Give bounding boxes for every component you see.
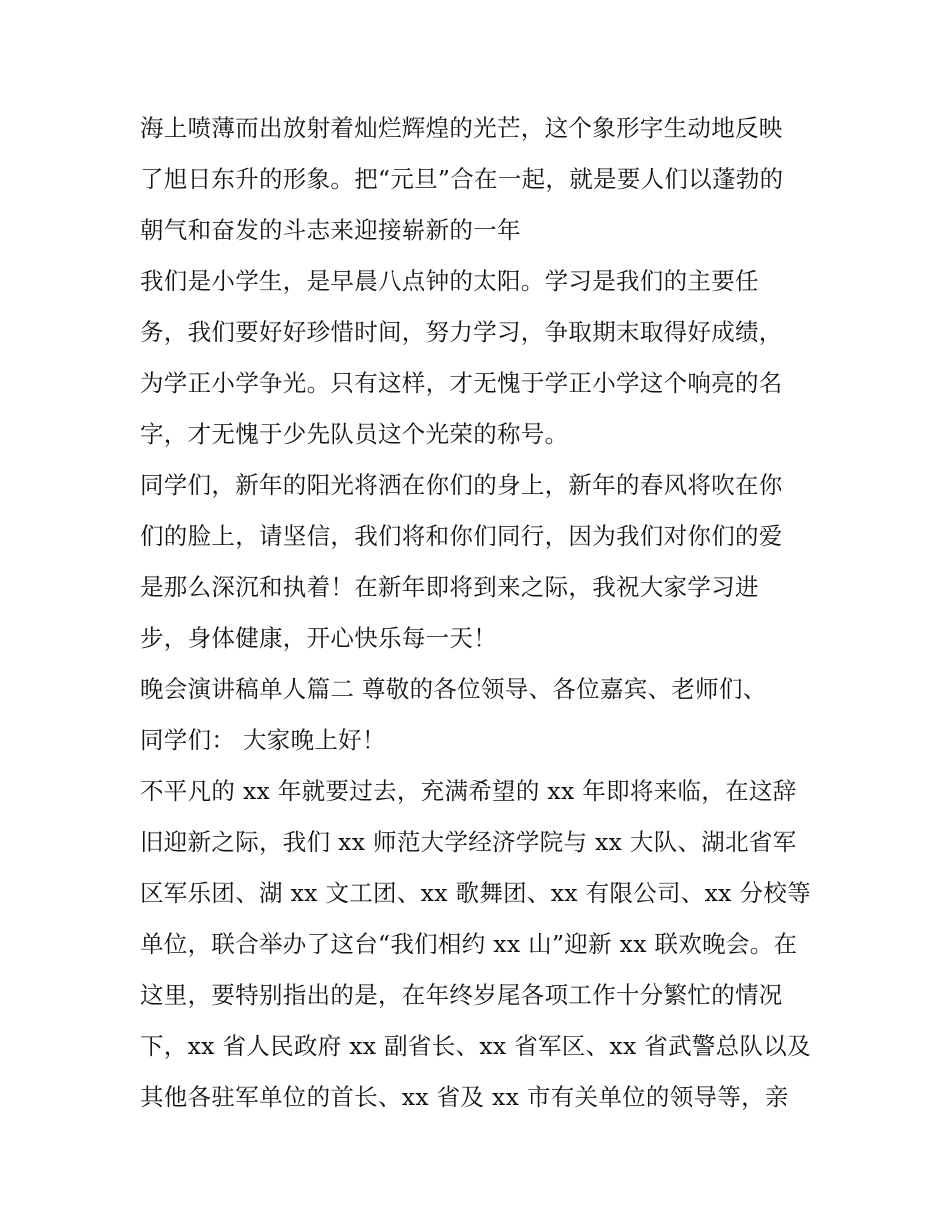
text-line: 下，xx 省人民政府 xx 副省长、xx 省军区、xx 省武警总队以及 bbox=[140, 1032, 811, 1060]
text-line: 海上喷薄而出放射着灿烂辉煌的光芒，这个象形字生动地反映 bbox=[140, 114, 783, 142]
text-line: 这里，要特别指出的是，在年终岁尾各项工作十分繁忙的情况 bbox=[140, 981, 783, 1009]
text-line: 其他各驻军单位的首长、xx 省及 xx 市有关单位的领导等，亲 bbox=[140, 1083, 789, 1111]
text-line: 我们是小学生，是早晨八点钟的太阳。学习是我们的主要任 bbox=[140, 267, 759, 295]
text-line: 朝气和奋发的斗志来迎接崭新的一年 bbox=[140, 216, 521, 244]
text-line: 区军乐团、湖 xx 文工团、xx 歌舞团、xx 有限公司、xx 分校等 bbox=[140, 879, 811, 907]
text-line: 单位，联合举办了这台“我们相约 xx 山”迎新 xx 联欢晚会。在 bbox=[140, 930, 798, 958]
text-line: 步，身体健康，开心快乐每一天！ bbox=[140, 624, 497, 652]
text-line: 务，我们要好好珍惜时间，努力学习，争取期末取得好成绩， bbox=[140, 318, 783, 346]
text-line: 了旭日东升的形象。把“元旦”合在一起，就是要人们以蓬勃的 bbox=[140, 165, 784, 193]
text-line: 同学们，新年的阳光将洒在你们的身上，新年的春风将吹在你 bbox=[140, 471, 783, 499]
text-line: 晚会演讲稿单人篇二 尊敬的各位领导、各位嘉宾、老师们、 bbox=[140, 675, 767, 703]
text-line: 是那么深沉和执着！在新年即将到来之际，我祝大家学习进 bbox=[140, 573, 759, 601]
text-line: 不平凡的 xx 年就要过去，充满希望的 xx 年即将来临，在这辞 bbox=[140, 777, 797, 805]
text-line: 们的脸上，请坚信，我们将和你们同行，因为我们对你们的爱 bbox=[140, 522, 783, 550]
text-line: 同学们： 大家晚上好！ bbox=[140, 726, 386, 754]
document-body bbox=[140, 103, 820, 1123]
text-line: 字，才无愧于少先队员这个光荣的称号。 bbox=[140, 420, 569, 448]
text-line: 旧迎新之际，我们 xx 师范大学经济学院与 xx 大队、湖北省军 bbox=[140, 828, 797, 856]
text-line: 为学正小学争光。只有这样，才无愧于学正小学这个响亮的名 bbox=[140, 369, 783, 397]
